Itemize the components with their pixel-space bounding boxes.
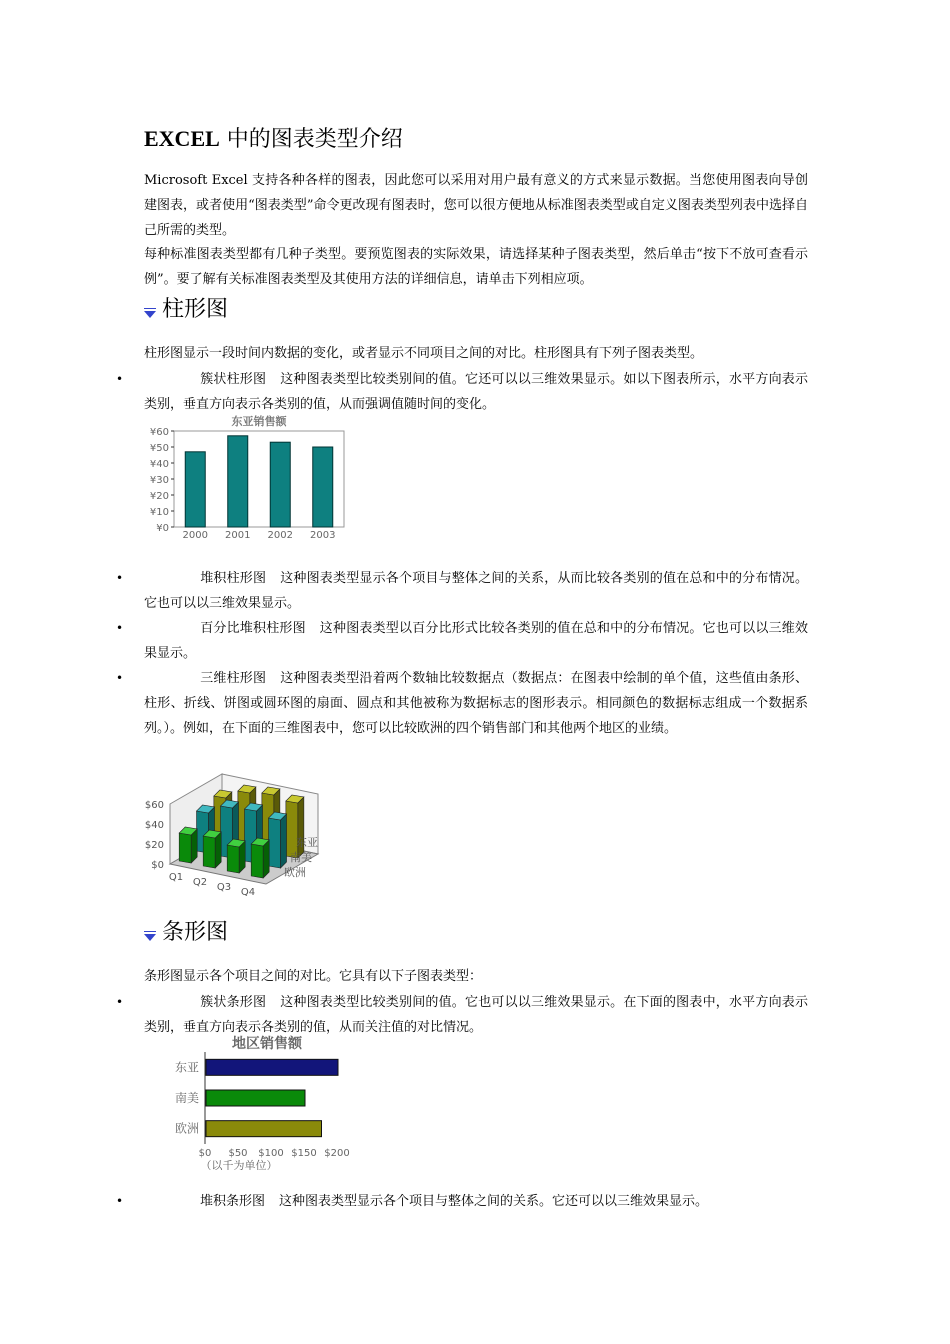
bullet: •: [116, 671, 124, 685]
bar-front: [251, 844, 263, 878]
bar: [206, 1059, 338, 1075]
item-text: 这种图表类型沿着两个数轴比较数据点（数据点：在图表中绘制的单个值，这些值由条形、柱形、折线、饼图或圆环图的扇面、圆点和其他被称为数据标志的图形表示。相同颜色的数据标志组成一个数据系列。）。例如，在下面的三维图表中，您可以比较欧洲的四个销售部门和其他两个地区的业绩。: [144, 671, 808, 736]
bar-front: [286, 801, 298, 858]
bar: [270, 442, 290, 527]
bar-front: [227, 845, 239, 873]
y-tick-label: $60: [144, 800, 164, 811]
y-tick-label: $40: [144, 820, 164, 831]
column-chart-3d: [138, 764, 338, 896]
chart-title: 东亚销售额: [231, 415, 287, 428]
bar: [185, 452, 205, 527]
title-rest: 中的图表类型介绍: [219, 127, 403, 152]
bullet: •: [116, 621, 124, 635]
section-heading-bar[interactable]: [144, 915, 228, 946]
section-heading-column[interactable]: [144, 292, 228, 323]
y-tick-label: ¥30: [149, 475, 169, 486]
item-name: 三维柱形图: [200, 671, 267, 686]
y-tick-label: $20: [144, 840, 164, 851]
series-label: 东亚: [296, 836, 318, 849]
item-text: 这种图表类型以百分比形式比较各类别的值在总和中的分布情况。它也可以以三维效果显示。: [144, 621, 808, 661]
bullet: •: [116, 372, 124, 386]
x-tick-label: Q4: [240, 887, 256, 896]
intro-paragraph-1: Microsoft Excel 支持各种各样的图表，因此您可以采用对用户最有意义的方式来显示数据。当您使用图表向导创建图表，或者使用“图表类型”命令更改现有图表时，您可以很方便地从标准图表类型或自定义图表类型列表中选择自己所需的类型。: [144, 173, 808, 238]
intro-paragraph-2: 每种标准图表类型都有几种子类型。要预览图表的实际效果，请选择某种子图表类型，然后单击“按下不放可查看示例”。要了解有关标准图表类型及其使用方法的详细信息，请单击下列相应项。: [144, 247, 808, 287]
column-chart-east-asia: [140, 412, 350, 544]
item-text: 这种图表类型比较类别间的值。它还可以以三维效果显示。如以下图表所示，水平方向表示类别，垂直方向表示各类别的值，从而强调值随时间的变化。: [144, 372, 808, 412]
bar: [313, 447, 333, 527]
x-tick-label: $150: [291, 1148, 317, 1159]
bar: [206, 1090, 305, 1106]
y-tick-label: ¥50: [149, 443, 169, 454]
collapse-arrow-icon[interactable]: [144, 934, 156, 941]
y-tick-label: ¥60: [149, 427, 169, 438]
bar-front: [203, 836, 215, 868]
bar-front: [269, 818, 281, 868]
bar: [206, 1121, 322, 1137]
bar-desc: 条形图显示各个项目之间的对比。它具有以下子图表类型：: [144, 969, 483, 984]
item-text: 这种图表类型比较类别间的值。它也可以以三维效果显示。在下面的图表中，水平方向表示类别，垂直方向表示各类别的值，从而关注值的对比情况。: [144, 995, 808, 1035]
column-item-percent-stacked: [144, 616, 808, 666]
page-title: [144, 122, 403, 153]
y-tick-label: 欧洲: [174, 1121, 199, 1136]
bullet: •: [116, 1194, 124, 1208]
bar-front: [179, 833, 191, 863]
x-tick-label: Q1: [168, 872, 184, 883]
series-label: 南美: [290, 851, 312, 864]
x-tick-label: $200: [324, 1148, 350, 1159]
section-heading-column-label: 柱形图: [162, 297, 229, 322]
series-label: 欧洲: [284, 866, 306, 879]
bar: [228, 436, 248, 527]
x-tick-label: 2002: [267, 530, 293, 541]
column-item-clustered: [144, 367, 808, 417]
bar-chart-regions: [160, 1034, 360, 1170]
x-tick-label: Q2: [192, 877, 208, 888]
y-tick-label: ¥0: [156, 523, 169, 534]
y-tick-label: ¥20: [149, 491, 169, 502]
collapse-arrow-icon[interactable]: [144, 311, 156, 318]
x-axis-label: （以千为单位）: [200, 1159, 278, 1170]
x-tick-label: Q3: [216, 882, 232, 893]
item-name: 簇状条形图: [200, 995, 267, 1010]
bar-side: [281, 814, 287, 868]
y-tick-label: $0: [151, 860, 164, 871]
item-text: 这种图表类型显示各个项目与整体之间的关系。它还可以以三维效果显示。: [279, 1194, 709, 1209]
column-item-3d: [144, 666, 808, 741]
x-tick-label: 2000: [182, 530, 208, 541]
y-tick-label: ¥40: [149, 459, 169, 470]
section-heading-bar-label: 条形图: [162, 920, 229, 945]
x-tick-label: $0: [198, 1148, 212, 1159]
bar-item-stacked: [144, 1189, 808, 1214]
y-tick-label: ¥10: [149, 507, 169, 518]
title-bold: EXCEL: [144, 126, 220, 151]
bullet: •: [116, 571, 124, 585]
x-tick-label: $100: [258, 1148, 284, 1159]
item-name: 堆积柱形图: [200, 571, 267, 586]
chart-title: 地区销售额: [232, 1036, 302, 1052]
y-tick-label: 东亚: [174, 1060, 199, 1075]
x-tick-label: 2001: [225, 530, 251, 541]
item-text: 这种图表类型显示各个项目与整体之间的关系，从而比较各类别的值在总和中的分布情况。它也可以以三维效果显示。: [144, 571, 808, 611]
column-item-stacked: [144, 566, 808, 616]
bar-item-clustered: [144, 990, 808, 1040]
bar-side: [263, 840, 269, 878]
item-name: 簇状柱形图: [200, 372, 267, 387]
item-name: 百分比堆积柱形图: [200, 621, 306, 636]
bullet: •: [116, 995, 124, 1009]
x-tick-label: $50: [228, 1148, 248, 1159]
y-tick-label: 南美: [174, 1091, 199, 1105]
item-name: 堆积条形图: [200, 1194, 266, 1209]
x-tick-label: 2003: [310, 530, 336, 541]
column-desc: 柱形图显示一段时间内数据的变化，或者显示不同项目之间的对比。柱形图具有下列子图表类型。: [144, 346, 704, 361]
